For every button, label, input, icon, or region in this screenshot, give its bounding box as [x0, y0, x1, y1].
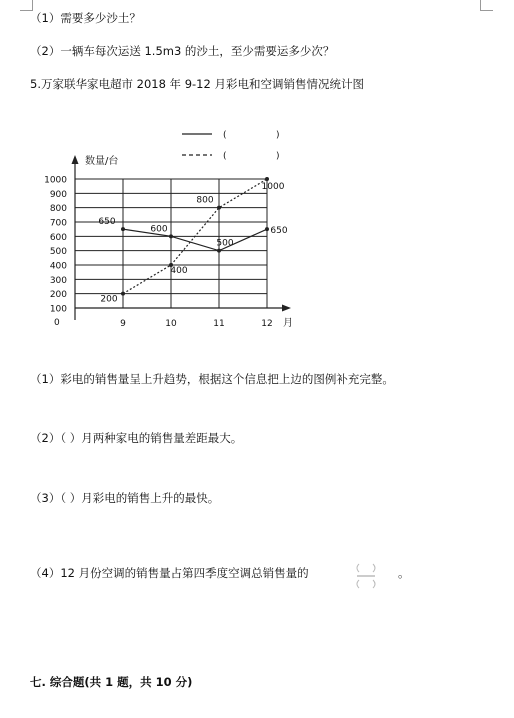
y-tick-label: 900 — [49, 189, 67, 200]
data-label: 650 — [270, 226, 288, 237]
series-line — [123, 229, 267, 251]
data-label: 650 — [98, 217, 116, 228]
data-point — [217, 206, 221, 210]
y-tick-label: 200 — [49, 290, 67, 301]
chart-problem-title: 5.万家联华家电超市 2018 年 9-12 月彩电和空调销售情况统计图 — [30, 77, 364, 91]
sub-question-4: （4）12 月份空调的销售量占第四季度空调总销售量的 — [30, 566, 309, 580]
y-tick-label: 400 — [49, 261, 67, 272]
data-label: 600 — [150, 224, 168, 235]
data-label: 1000 — [261, 182, 285, 192]
data-label: 800 — [196, 195, 214, 206]
data-label: 400 — [170, 266, 188, 276]
x-tick-label: 9 — [120, 319, 126, 329]
data-point — [121, 227, 125, 231]
y-tick-label: 100 — [49, 304, 67, 315]
x-axis-label: 月 — [283, 318, 293, 329]
sub-question-3: （3）（ ）月彩电的销售上升的最快。 — [30, 491, 220, 505]
blank-fraction — [353, 561, 379, 591]
x-axis-arrow — [282, 305, 291, 312]
y-axis-label: 数量/台 — [85, 156, 119, 167]
data-point — [265, 177, 269, 181]
corner-mark-right — [480, 0, 493, 11]
origin-label: 0 — [54, 318, 60, 328]
legend-close-paren: ) — [276, 130, 280, 141]
legend-close-paren: ) — [276, 151, 280, 162]
data-point — [121, 292, 125, 296]
question-2: （2）一辆车每次运送 1.5m3 的沙土，至少需要运多少次？ — [30, 44, 335, 58]
data-point — [169, 234, 173, 238]
y-tick-label: 500 — [49, 247, 67, 258]
x-tick-label: 10 — [165, 319, 177, 329]
x-tick-label: 11 — [213, 319, 225, 329]
line-chart — [30, 120, 310, 340]
section-heading: 七. 综合题(共 1 题，共 10 分) — [30, 675, 193, 689]
legend-open-paren: ( — [223, 130, 227, 141]
legend-open-paren: ( — [223, 151, 227, 162]
sub-question-2: （2）（ ）月两种家电的销售量差距最大。 — [30, 431, 243, 445]
sub-question-1: （1）彩电的销售量呈上升趋势，根据这个信息把上边的图例补充完整。 — [30, 372, 394, 386]
data-label: 500 — [216, 238, 234, 249]
data-point — [217, 249, 221, 253]
y-axis-arrow — [72, 155, 79, 164]
y-tick-label: 800 — [49, 204, 67, 215]
y-tick-label: 600 — [49, 232, 67, 243]
data-point — [265, 227, 269, 231]
x-tick-label: 12 — [261, 319, 273, 329]
y-tick-label: 700 — [49, 218, 67, 229]
y-tick-label: 1000 — [44, 175, 67, 186]
sub-question-4-end: 。 — [398, 566, 410, 580]
corner-mark-left — [20, 0, 33, 11]
question-1: （1）需要多少沙土？ — [30, 11, 141, 25]
y-tick-label: 300 — [49, 275, 67, 286]
data-label: 200 — [100, 294, 118, 305]
